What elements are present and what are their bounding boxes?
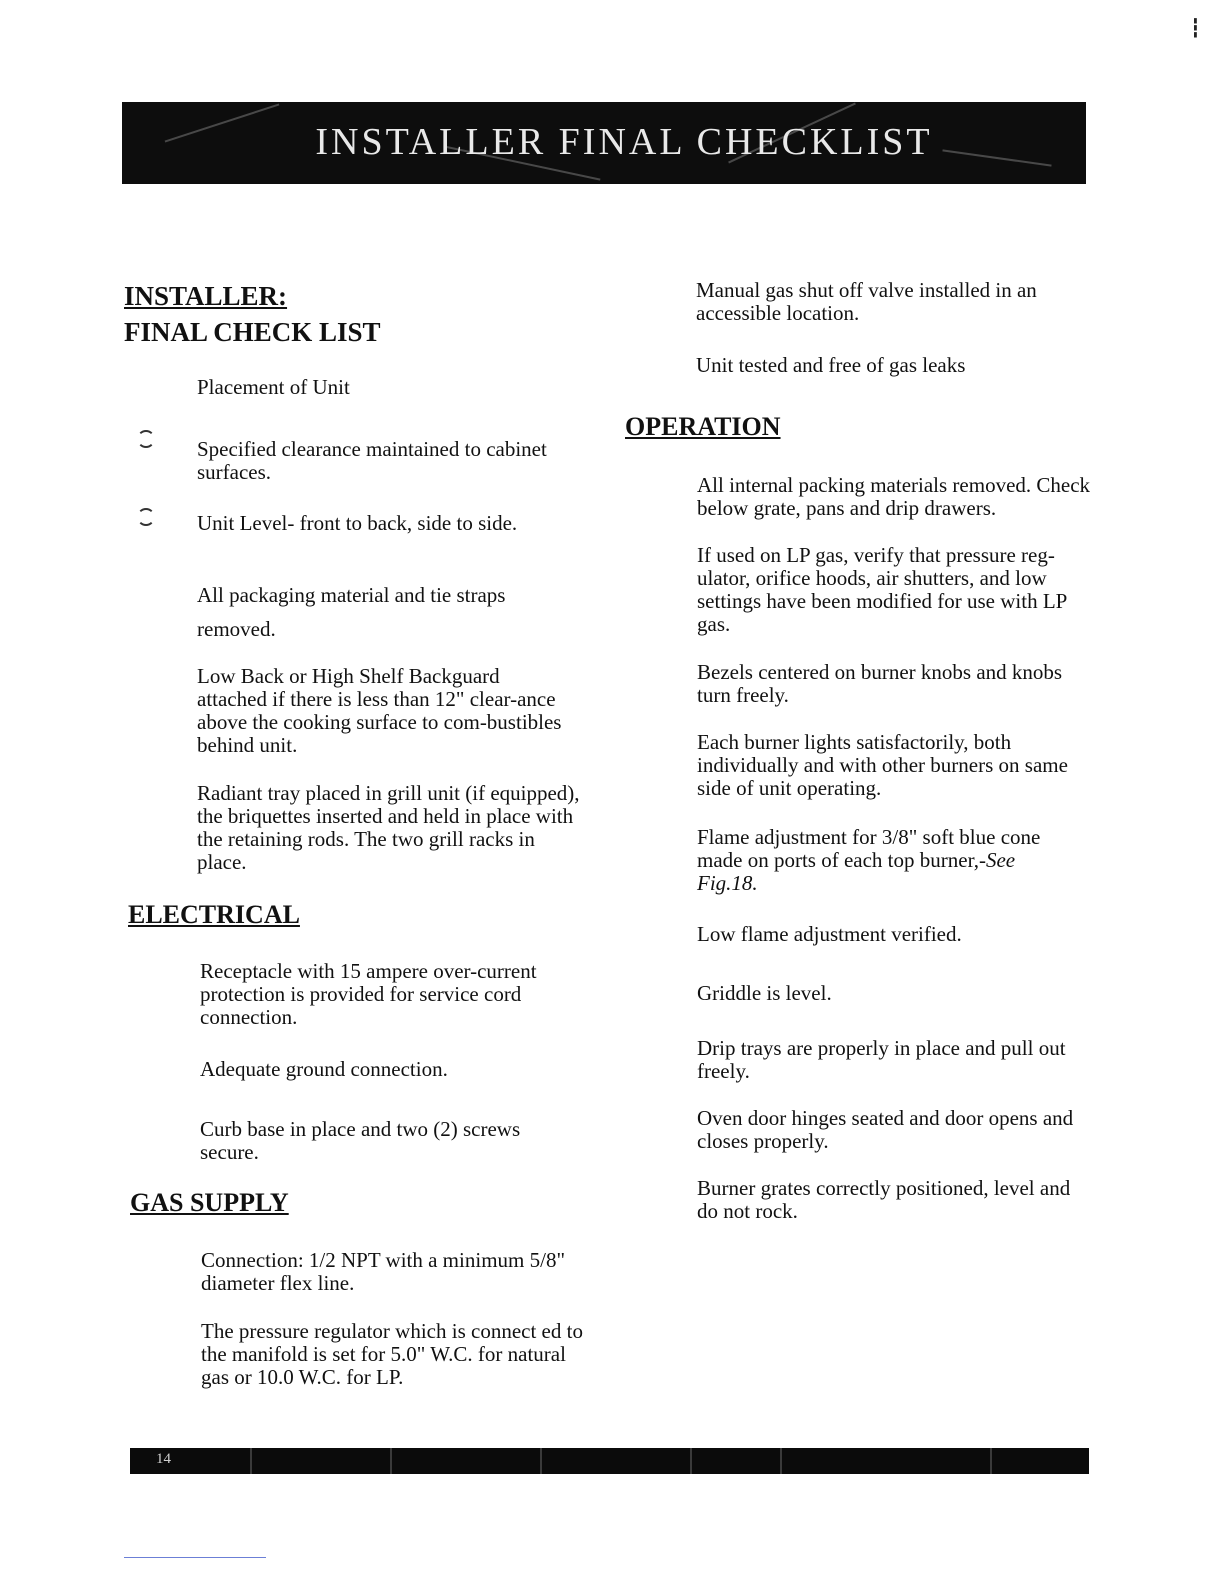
operation-item: Low flame adjustment verified. (697, 922, 962, 946)
operation-item: If used on LP gas, verify that pressure reg-ulator, orifice hoods, air shutters, and low settings have been modified for use with LP gas. (697, 543, 1067, 636)
left-column (124, 278, 604, 350)
electrical-item: Curb base in place and two (2) screws secure. (200, 1117, 521, 1164)
gas-supply-item: Manual gas shut off valve installed in an accessible location. (696, 278, 1037, 325)
electrical-item: Adequate ground connection. (200, 1057, 448, 1081)
section-heading-electrical: ELECTRICAL (128, 900, 300, 929)
gas-supply-item: The pressure regulator which is connect ed to the manifold is set for 5.0" W.C. for natural gas or 10.0 W.C. for LP. (201, 1319, 583, 1389)
placement-item: Radiant tray placed in grill unit (if equipped), the briquettes inserted and held in place with the retaining rods. The two grill racks in place. (197, 781, 580, 874)
see-figure-reference: See Fig.18. (697, 848, 1016, 895)
placement-label: Placement of Unit (197, 375, 350, 399)
gas-supply-item: Unit tested and free of gas leaks (696, 353, 966, 377)
flame-adjustment-text: Flame adjustment for 3/8" soft blue cone made on ports of each top burner,- (697, 825, 1041, 872)
placement-item: Low Back or High Shelf Backguard attached if there is less than 12" clear-ance above the cooking surface to com-bustibles behind unit. (197, 664, 562, 757)
header-banner (122, 102, 1086, 184)
heading-final-check-list: FINAL CHECK LIST (124, 317, 381, 347)
placement-item: Specified clearance maintained to cabinet surfaces. (197, 437, 547, 484)
page-number: 14 (156, 1451, 171, 1467)
check-circle-icon (137, 430, 155, 448)
operation-item: Burner grates correctly positioned, level and do not rock. (697, 1176, 1071, 1223)
placement-item: Unit Level- front to back, side to side. (197, 511, 518, 535)
operation-item (697, 826, 1067, 895)
corner-mark: ┇ (1190, 18, 1201, 38)
operation-item: Drip trays are properly in place and pull out freely. (697, 1036, 1066, 1083)
operation-item: Griddle is level. (697, 981, 832, 1005)
operation-item: Bezels centered on burner knobs and knobs turn freely. (697, 660, 1063, 707)
electrical-item: Receptacle with 15 ampere over-current protection is provided for service cord connection. (200, 959, 537, 1029)
section-heading-operation: OPERATION (625, 412, 781, 441)
heading-installer: INSTALLER: (124, 281, 288, 311)
page-title: INSTALLER FINAL CHECKLIST (315, 121, 933, 163)
bottom-rule (124, 1557, 266, 1558)
operation-item: Each burner lights satisfactorily, both individually and with other burners on same side of unit operating. (697, 730, 1068, 800)
footer-bar (130, 1448, 1089, 1474)
checklist-heading (124, 278, 604, 350)
gas-supply-item: Connection: 1/2 NPT with a minimum 5/8" diameter flex line. (201, 1248, 566, 1295)
operation-item: Oven door hinges seated and door opens and closes properly. (697, 1106, 1074, 1153)
operation-item: All internal packing materials removed. Check below grate, pans and drip drawers. (697, 473, 1091, 520)
placement-item: All packaging material and tie straps removed. (197, 583, 506, 641)
section-heading-gas-supply: GAS SUPPLY (130, 1188, 289, 1217)
check-circle-icon (137, 508, 155, 526)
